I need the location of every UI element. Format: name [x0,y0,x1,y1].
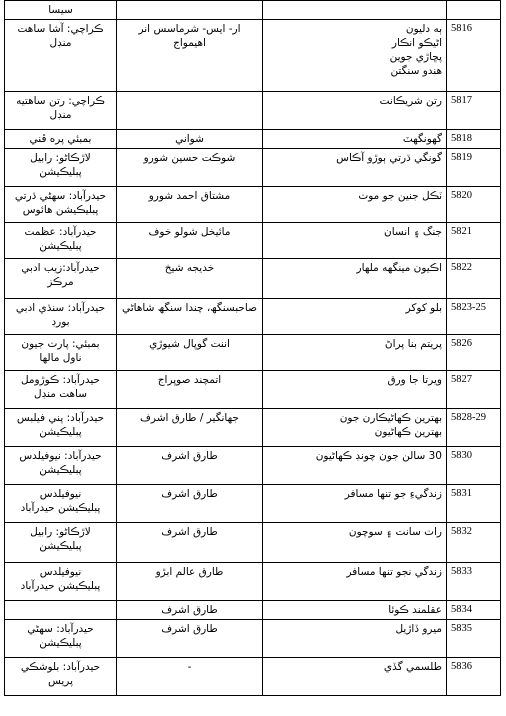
title-cell [263,335,447,371]
publisher-cell-line: حيدرآباد: بلوشڪي [20,661,101,673]
catalog-rows [5,1,501,696]
publisher-cell-line: لاڙڪاڻو: رابيل [30,526,91,538]
author-cell-line: اننت گوپال شيوڙي [149,338,230,350]
publisher-cell [5,187,117,223]
author-cell [117,92,263,130]
table-row [5,658,501,696]
publisher-cell-line: نيوفيلدس [39,488,82,500]
catalog-number-cell [447,1,501,20]
author-cell [117,620,263,658]
author-cell-line: مشتاق احمد شورو [148,190,231,202]
author-cell [117,299,263,335]
author-cell-line: - [187,661,192,673]
title-cell-line: اڪيون مينگهه ملهار [356,262,442,274]
title-cell [263,601,447,620]
catalog-number-cell: 5836 [447,658,501,696]
author-cell-line: مائيخل شولو خوف [148,226,231,238]
title-cell-line: 30 سالن جون چونڊ ڪهاڻيون [315,450,442,462]
publisher-cell [5,563,117,601]
title-cell-line: زندگي نجو تنها مسافر [346,566,442,578]
catalog-number-cell: 5831 [447,485,501,523]
title-cell-line: گهونگهٽ [402,133,442,145]
publisher-cell-line: پبليڪيشن [39,166,82,178]
catalog-number-cell: 5833 [447,563,501,601]
author-cell-line: طارق اشرف [161,450,218,462]
title-cell-line: اڻيڪو انڪار [391,37,442,49]
publisher-cell-line: پبليڪيشن [39,426,82,438]
publisher-cell-line: پبليڪيشن [39,464,82,476]
title-cell-line: پريتم بنا پراڻ [384,338,442,350]
table-row [5,523,501,563]
publisher-cell-line: حيدرآباد: ڪوڙومل [20,374,101,386]
title-cell [263,223,447,259]
author-cell [117,149,263,187]
publisher-cell-line: مرڪز [47,276,74,288]
catalog-number-cell: 5816 [447,20,501,92]
publisher-cell-line: منڊل [49,37,72,49]
publisher-cell-line: پبليڪيشن حيدرآباد [20,580,101,592]
table-row [5,601,501,620]
author-cell [117,447,263,485]
catalog-number-cell: 5821 [447,223,501,259]
author-cell [117,130,263,149]
publisher-cell [5,149,117,187]
publisher-cell [5,409,117,447]
publisher-cell [5,259,117,299]
publisher-cell [5,335,117,371]
table-row [5,1,501,20]
publisher-cell-line: سيسا [48,4,73,16]
title-cell-line: جنگ ۽ انسان [383,226,442,238]
catalog-number-cell: 5823-25 [447,299,501,335]
author-cell-line: ار- ايس- شرماسس انر اهيمواج [138,23,241,49]
catalog-number-cell: 5830 [447,447,501,485]
table-row [5,149,501,187]
catalog-number-cell: 5822 [447,259,501,299]
catalog-number-cell: 5826 [447,335,501,371]
title-cell-line: بلو کوکر [405,302,442,314]
publisher-cell [5,601,117,620]
publisher-cell-line: بمبئي پره ڦني [29,133,92,145]
author-cell [117,601,263,620]
title-cell-line: عقلمند ڪوئا [388,604,442,616]
catalog-number-cell: 5817 [447,92,501,130]
publisher-cell [5,92,117,130]
table-row [5,447,501,485]
author-cell [117,259,263,299]
title-cell [263,1,447,20]
publisher-cell-line: حيدرآباد: عظمت [24,226,97,238]
publisher-cell [5,299,117,335]
publisher-cell [5,447,117,485]
table-row [5,187,501,223]
publisher-cell [5,1,117,20]
publisher-cell-line: بمبئي: پارت جيون [21,338,100,350]
author-cell [117,563,263,601]
table-row [5,409,501,447]
publisher-cell [5,371,117,409]
title-cell-line: بهترين ڪهاڻيون [374,426,442,438]
title-cell-line: بهترين ڪهاڻيڪارن جون [339,412,442,424]
publisher-cell-line: حيدرآباد: نيوفيلدس [19,450,102,462]
title-cell [263,259,447,299]
publisher-cell-line: حيدرآباد: سهڻي [27,623,94,635]
publisher-cell [5,223,117,259]
publisher-cell-line: نيوفيلدس [39,566,82,578]
title-cell-line: ميرو ڏاڙيل [395,623,442,635]
title-cell [263,92,447,130]
title-cell [263,130,447,149]
author-cell-line: طارق اشرف [161,623,218,635]
publisher-cell-line: لاڙڪاڻو: رابيل [30,152,91,164]
author-cell-line: طارق اشرف [161,604,218,616]
publisher-cell [5,620,117,658]
catalog-number-cell: 5832 [447,523,501,563]
table-row [5,371,501,409]
publisher-cell [5,20,117,92]
title-cell-line: ويرتا جا ورق [387,374,442,386]
table-row [5,130,501,149]
title-cell [263,409,447,447]
publisher-cell [5,130,117,149]
publisher-cell-line: پبليڪيشن [39,240,82,252]
title-cell [263,20,447,92]
title-cell [263,563,447,601]
catalog-number-cell: 5819 [447,149,501,187]
table-row [5,92,501,130]
title-cell [263,299,447,335]
title-cell [263,620,447,658]
title-cell-line: هندو سنگتن [390,65,442,77]
catalog-number-cell: 5835 [447,620,501,658]
publisher-cell-line: حيدرآباد: پني فيلبس [16,412,105,424]
title-cell [263,371,447,409]
publisher-cell [5,658,117,696]
publisher-cell-line: حيدرآباد: سنڌي ادبي [15,302,106,314]
book-catalog-table [4,0,501,696]
title-cell [263,187,447,223]
title-cell-line: گونگي ڌرتي ٻوڙو آڪاس [336,152,442,164]
author-cell-line: خديجه شيخ [164,262,215,274]
table-row [5,335,501,371]
publisher-cell-line: ساهت منڊل [33,388,88,400]
publisher-cell-line: پبليڪيشن حيدرآباد [20,502,101,514]
title-cell [263,485,447,523]
author-cell [117,1,263,20]
author-cell [117,371,263,409]
title-cell-line: پڇاڙي جوين [389,51,442,63]
title-cell [263,447,447,485]
title-cell-line: طلسمي گڏي [383,661,442,673]
publisher-cell [5,485,117,523]
catalog-number-cell: 5834 [447,601,501,620]
author-cell [117,523,263,563]
table-row [5,223,501,259]
author-cell [117,223,263,259]
publisher-cell-line: پبليڪيشن هائوس [22,204,99,216]
author-cell [117,20,263,92]
title-cell-line: ٻه دليون [405,23,442,35]
author-cell-line: طارق عالم ابڙو [155,566,224,578]
author-cell [117,409,263,447]
author-cell-line: صاحبسنگھ، چندا سنگھ شاهاڻي [121,302,258,314]
publisher-cell-line: ناول مالها [39,352,82,364]
catalog-number-cell: 5820 [447,187,501,223]
publisher-cell-line: پبليڪيشن [39,540,82,552]
author-cell [117,187,263,223]
publisher-cell-line: حيدرآباد:زيب ادبي [21,262,100,274]
title-cell-line: ٽڪل جنين جو موت [358,190,442,202]
catalog-number-cell: 5828-29 [447,409,501,447]
table-row [5,259,501,299]
table-row [5,620,501,658]
author-cell-line: جهانگير / طارق اشرف [140,412,239,424]
title-cell [263,523,447,563]
publisher-cell-line: پبليڪيشن [39,637,82,649]
author-cell-line: شوڪت حسين شورو [143,152,236,164]
publisher-cell-line: ڪراچي: رتن ساهتيه [16,95,105,107]
author-cell [117,658,263,696]
catalog-number-cell: 5827 [447,371,501,409]
publisher-cell-line: ڪراچي: آشا ساهت [17,23,104,35]
author-cell-line: طارق اشرف [161,526,218,538]
title-cell-line: رات سانت ۽ سوچون [348,526,442,538]
table-row [5,485,501,523]
publisher-cell [5,523,117,563]
catalog-number-cell: 5818 [447,130,501,149]
title-cell [263,149,447,187]
title-cell [263,658,447,696]
author-cell [117,485,263,523]
table-row [5,20,501,92]
title-cell-line: رتن شريڪانت [379,95,442,107]
publisher-cell-line: منڊل [49,109,72,121]
author-cell-line: اتمچند صوپراج [157,374,222,386]
publisher-cell-line: پريس [47,675,74,687]
author-cell-line: شواني [175,133,204,145]
table-row [5,299,501,335]
author-cell [117,335,263,371]
title-cell-line: زندگيءِ جو تنها مسافر [344,488,442,500]
publisher-cell-line: حيدرآباد: سهڻي ڌرتي [14,190,107,202]
table-row [5,563,501,601]
author-cell-line: طارق اشرف [161,488,218,500]
publisher-cell-line: بورڊ [51,316,70,328]
